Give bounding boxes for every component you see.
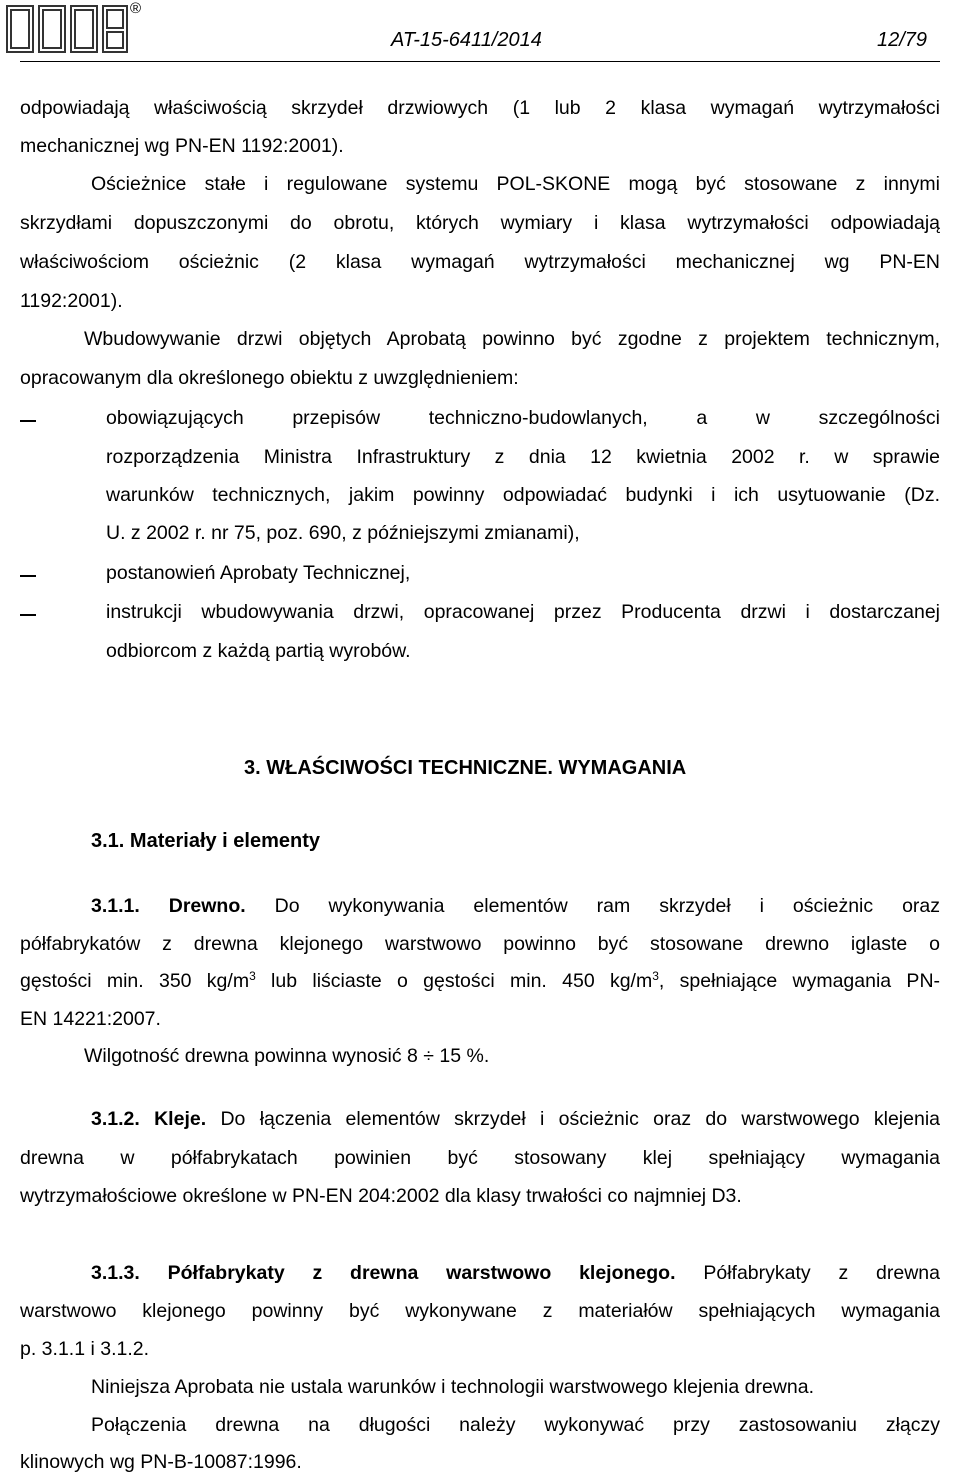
para2-line3: właściwościom ościeżnic (2 klasa wymagań wytrzymałości mechanicznej wg PN-EN <box>20 251 940 273</box>
list-item-1-line1: obowiązujących przepisów techniczno-budowlanych, a w szczególności <box>106 407 940 429</box>
header-rule <box>20 61 940 62</box>
s312-line1-text: Do łączenia elementów skrzydeł i ościeżnic oraz do warstwowego klejenia <box>206 1108 940 1130</box>
itb-logo <box>6 4 128 56</box>
page-number: 12/79 <box>877 29 928 51</box>
s312-heading: 3.1.2. Kleje. <box>91 1108 207 1130</box>
list-item-1-line3: warunków technicznych, jakim powinny odpowiadać budynki i ich usytuowanie (Dz. <box>106 484 940 506</box>
s311-heading: 3.1.1. Drewno. <box>91 895 246 917</box>
para3-line1: Wbudowywanie drzwi objętych Aprobatą powinno być zgodne z projektem technicznym, <box>84 328 940 350</box>
list-item-2-line1: postanowień Aprobaty Technicznej, <box>106 562 411 584</box>
list-bullet-dash <box>20 614 36 616</box>
list-item-1-line4: U. z 2002 r. nr 75, poz. 690, z późniejszymi zmianami), <box>106 522 580 544</box>
s311-line3-b: lub liściaste o gęstości min. 450 kg/m <box>255 970 653 992</box>
para2-line1: Ościeżnice stałe i regulowane systemu POL-SKONE mogą być stosowane z innymi <box>91 173 940 195</box>
s312-line3: wytrzymałościowe określone w PN-EN 204:2002 dla klasy trwałości co najmniej D3. <box>20 1185 742 1207</box>
s313-line4: Niniejsza Aprobata nie ustala warunków i technologii warstwowego klejenia drewna. <box>91 1376 814 1398</box>
list-bullet-dash <box>20 575 36 577</box>
para2-line4: 1192:2001). <box>20 290 123 312</box>
list-bullet-dash <box>20 420 36 422</box>
s311-line2: półfabrykatów z drewna klejonego warstwowo powinno być stosowane drewno iglaste o <box>20 933 940 955</box>
s311-line3-a: gęstości min. 350 kg/m <box>20 970 250 992</box>
list-item-3-line2: odbiorcom z każdą partią wyrobów. <box>106 640 411 662</box>
registered-mark: ® <box>130 0 142 17</box>
list-item-1-line2: rozporządzenia Ministra Infrastruktury z dnia 12 kwietnia 2002 r. w sprawie <box>106 446 940 468</box>
s311-line3-c: , spełniające wymagania PN- <box>658 970 941 992</box>
s313-line2: warstwowo klejonego powinny być wykonywane z materiałów spełniających wymagania <box>20 1300 940 1322</box>
s313-line6: klinowych wg PN-B-10087:1996. <box>20 1451 302 1473</box>
para3-line2: opracowanym dla określonego obiektu z uwzględnieniem: <box>20 367 519 389</box>
s313-line1 <box>91 1262 940 1285</box>
para1-line2: mechanicznej wg PN-EN 1192:2001). <box>20 135 344 157</box>
s311-line4: EN 14221:2007. <box>20 1008 161 1030</box>
s313-line5: Połączenia drewna na długości należy wykonywać przy zastosowaniu złączy <box>91 1414 940 1436</box>
s312-line2: drewna w półfabrykatach powinien być stosowany klej spełniający wymagania <box>20 1147 940 1169</box>
superscript-3: 3 <box>652 969 659 983</box>
s311-line3 <box>20 970 940 993</box>
list-item-3-line1: instrukcji wbudowywania drzwi, opracowanej przez Producenta drzwi i dostarczanej <box>106 601 940 623</box>
s313-line1-text: Półfabrykaty z drewna <box>703 1262 940 1284</box>
document-number: AT-15-6411/2014 <box>391 29 542 51</box>
s311-line1 <box>91 895 940 918</box>
section-3-1-title: 3.1. Materiały i elementy <box>91 830 321 852</box>
para1-line1: odpowiadają właściwością skrzydeł drzwiowych (1 lub 2 klasa wymagań wytrzymałości <box>20 97 940 119</box>
section-3-title: 3. WŁAŚCIWOŚCI TECHNICZNE. WYMAGANIA <box>244 757 687 779</box>
s311-line5: Wilgotność drewna powinna wynosić 8 ÷ 15 %. <box>84 1045 490 1067</box>
s311-line1-text: Do wykonywania elementów ram skrzydeł i ościeżnic oraz <box>274 895 941 917</box>
s312-line1 <box>91 1108 940 1131</box>
s313-heading: 3.1.3. Półfabrykaty z drewna warstwowo klejonego. <box>91 1262 676 1284</box>
s313-line3: p. 3.1.1 i 3.1.2. <box>20 1338 150 1360</box>
para2-line2: skrzydłami dopuszczonymi do obrotu, których wymiary i klasa wytrzymałości odpowiadają <box>20 212 940 234</box>
superscript-3: 3 <box>249 969 256 983</box>
